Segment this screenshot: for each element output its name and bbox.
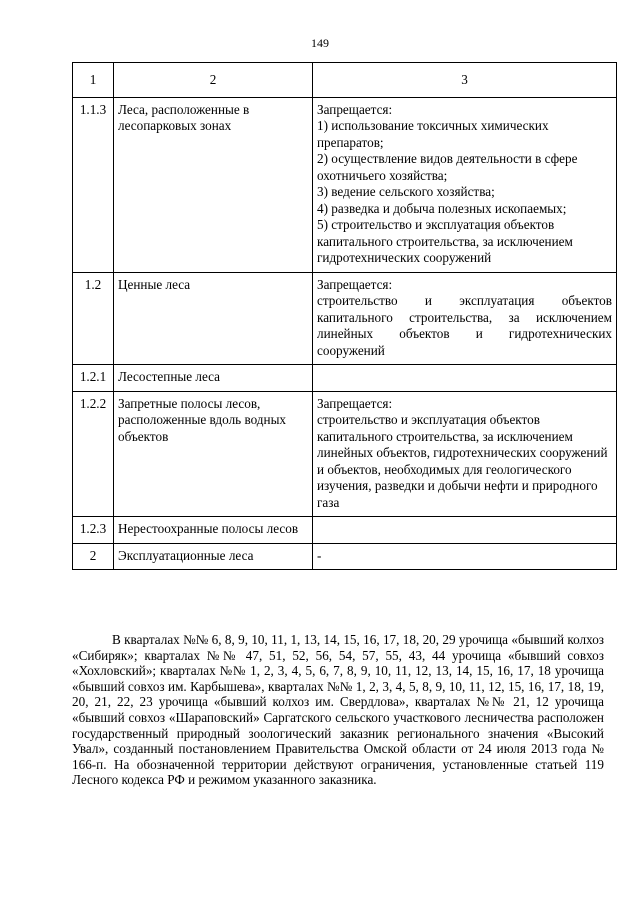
row-code: 1.2 — [73, 272, 114, 365]
restriction-line: - — [317, 547, 322, 563]
table-row — [73, 517, 617, 544]
row-forest-category: Ценные леса — [114, 272, 313, 365]
row-code: 2 — [73, 543, 114, 570]
row-forest-category: Нерестоохранные полосы лесов — [114, 517, 313, 544]
header-col-2: 2 — [114, 63, 313, 98]
restriction-line: Запрещается: — [317, 395, 393, 411]
table-row — [73, 543, 617, 570]
table-row — [73, 365, 617, 392]
restriction-line: 2) осуществление видов деятельности в сфере охотничьего хозяйства; — [317, 151, 578, 183]
row-restrictions — [313, 272, 617, 365]
restriction-line: 5) строительство и эксплуатация объектов капитального строительства, за исключением гидротехнических сооружений — [317, 217, 573, 265]
row-forest-category: Запретные полосы лесов, расположенные вдоль водных объектов — [114, 391, 313, 517]
row-code: 1.2.1 — [73, 365, 114, 392]
header-col-1: 1 — [73, 63, 114, 98]
body-paragraph: В кварталах №№ 6, 8, 9, 10, 11, 1, 13, 14, 15, 16, 17, 18, 20, 29 урочища «бывший колхоз «Сибиряк»; кварталах №№ 47, 51, 52, 56, 54, 57, 55, 43, 44 урочища «бывший совхоз «Хохловский»; кварталах №№ 1, 2, 3, 4, 5, 6, 7, 8, 9, 10, 11, 12, 13, 14, 15, 16, 17, 18 урочища «бывший совхоз им. Карбышева», кварталах №№ 1, 2, 3, 4, 5, 8, 9, 10, 11, 12, 15, 16, 17, 18, 19, 20, 21, 22, 23 урочища «бывший колхоз им. Свердлова», кварталах №№ 21, 12 урочища «бывший совхоз «Шараповский» Саргатского сельского участкового лесничества расположен государственный природный зоологический заказник регионального значения «Высокий Увал», созданный постановлением Правительства Омской области от 24 июля 2013 года № 166-п. На обозначенной территории действуют ограничения, установленные статьей 119 Лесного кодекса РФ и режимом указанного заказника. — [72, 632, 604, 788]
restriction-line: строительство и эксплуатация объектов капитального строительства, за исключением линейных объектов и гидротехнических сооружений — [317, 293, 612, 358]
row-restrictions — [313, 517, 617, 544]
row-restrictions — [313, 97, 617, 272]
table-row — [73, 272, 617, 365]
restriction-line: 4) разведка и добыча полезных ископаемых; — [317, 200, 567, 216]
row-restrictions — [313, 365, 617, 392]
row-restrictions — [313, 543, 617, 570]
table-row — [73, 391, 617, 517]
row-forest-category: Лесостепные леса — [114, 365, 313, 392]
header-col-3: 3 — [313, 63, 617, 98]
row-code: 1.1.3 — [73, 97, 114, 272]
restriction-line: строительство и эксплуатация объектов капитального строительства, за исключением линейных объектов, гидротехнических сооружений и объектов, необходимых для геологического изучения, разведки и добычи нефти и природного газа — [317, 412, 608, 510]
row-restrictions — [313, 391, 617, 517]
table-row — [73, 97, 617, 272]
forest-restrictions-table — [72, 62, 617, 570]
restriction-line: Запрещается: — [317, 276, 393, 292]
restriction-line: 3) ведение сельского хозяйства; — [317, 184, 495, 199]
page-number: 149 — [311, 36, 329, 50]
row-forest-category: Эксплуатационные леса — [114, 543, 313, 570]
restriction-line: 1) использование токсичных химических препаратов; — [317, 118, 549, 150]
table-header-row — [73, 63, 617, 98]
row-code: 1.2.2 — [73, 391, 114, 517]
row-code: 1.2.3 — [73, 517, 114, 544]
restriction-line: Запрещается: — [317, 101, 393, 117]
row-forest-category: Леса, расположенные в лесопарковых зонах — [114, 97, 313, 272]
